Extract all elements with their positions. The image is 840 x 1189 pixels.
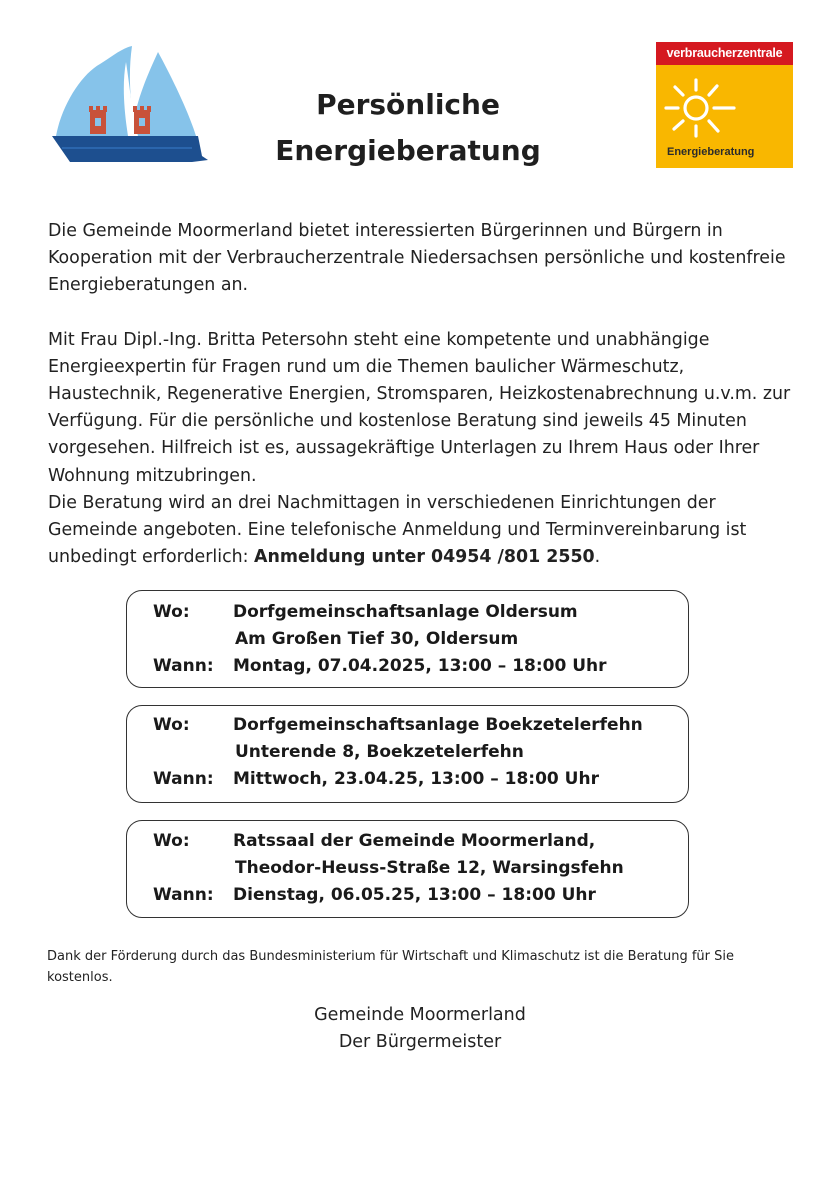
title-line-1: Persönliche (316, 88, 500, 121)
intro-paragraph-1: Die Gemeinde Moormerland bietet interessierten Bürgerinnen und Bürgern in Kooperation mit der Verbraucherzentrale Niedersachsen persönliche und kostenfreie Energieberatungen an. (48, 221, 786, 296)
appointment-place: Dorfgemeinschaftsanlage Oldersum (233, 602, 578, 622)
appointment-box-boekzetelerfehn (126, 705, 689, 803)
appointment-place: Dorfgemeinschaftsanlage Boekzetelerfehn (233, 715, 643, 735)
signature (220, 1002, 620, 1056)
intro-paragraph-3 (48, 490, 793, 572)
municipality-logo (52, 44, 208, 166)
when-label: Wann: (153, 885, 214, 905)
appointment-time: Montag, 07.04.2025, 13:00 – 18:00 Uhr (233, 656, 607, 676)
where-label: Wo: (153, 602, 190, 622)
vz-logo-name: verbraucherzentrale (656, 42, 793, 65)
funding-note: Dank der Förderung durch das Bundesministerium für Wirtschaft und Klimaschutz ist die Beratung für Sie kostenlos. (47, 949, 735, 985)
appointment-address: Unterende 8, Boekzetelerfehn (235, 742, 524, 762)
page-title (250, 82, 566, 174)
when-label: Wann: (153, 769, 214, 789)
intro-paragraph-2: Mit Frau Dipl.-Ing. Britta Petersohn steht eine kompetente und unabhängige Energieexpertin für Fragen rund um die Themen baulicher Wärmeschutz, Haustechnik, Regenerative Energien, Stromsparen, Heizkostenabrechnung u.v.m. zur Verfügung. Für die persönliche und kostenlose Beratung sind jeweils 45 Minuten vorgesehen. Hilfreich ist es, aussagekräftige Unterlagen zu Ihrem Haus oder Ihrer Wohnung mitzubringen. (48, 329, 791, 486)
when-label: Wann: (153, 656, 214, 676)
appointment-box-warsingsfehn (126, 820, 689, 918)
ship-logo-icon (52, 44, 208, 166)
signature-line-1: Gemeinde Moormerland (314, 1005, 526, 1025)
signature-line-2: Der Bürgermeister (338, 1032, 502, 1052)
intro-text (48, 218, 793, 571)
appointment-address: Am Großen Tief 30, Oldersum (235, 629, 519, 649)
registration-suffix: . (594, 547, 601, 568)
sun-icon (662, 76, 742, 140)
appointment-time: Dienstag, 06.05.25, 13:00 – 18:00 Uhr (233, 885, 596, 905)
title-line-2: Energieberatung (275, 134, 541, 167)
where-label: Wo: (153, 831, 190, 851)
appointment-address: Theodor-Heuss-Straße 12, Warsingsfehn (235, 858, 624, 878)
appointment-box-oldersum (126, 590, 689, 688)
appointment-place: Ratssaal der Gemeinde Moormerland, (233, 831, 596, 851)
intro-paragraph-3-text: Die Beratung wird an drei Nachmittagen in verschiedenen Einrichtungen der Gemeinde angeboten. Eine telefonische Anmeldung und Terminvereinbarung ist unbedingt erforderlich: (48, 492, 747, 568)
vz-logo-subtext: Energieberatung (667, 146, 755, 158)
appointment-time: Mittwoch, 23.04.25, 13:00 – 18:00 Uhr (233, 769, 599, 789)
registration-phone: Anmeldung unter 04954 /801 2550 (254, 547, 595, 568)
verbraucherzentrale-logo (656, 42, 793, 168)
where-label: Wo: (153, 715, 190, 735)
